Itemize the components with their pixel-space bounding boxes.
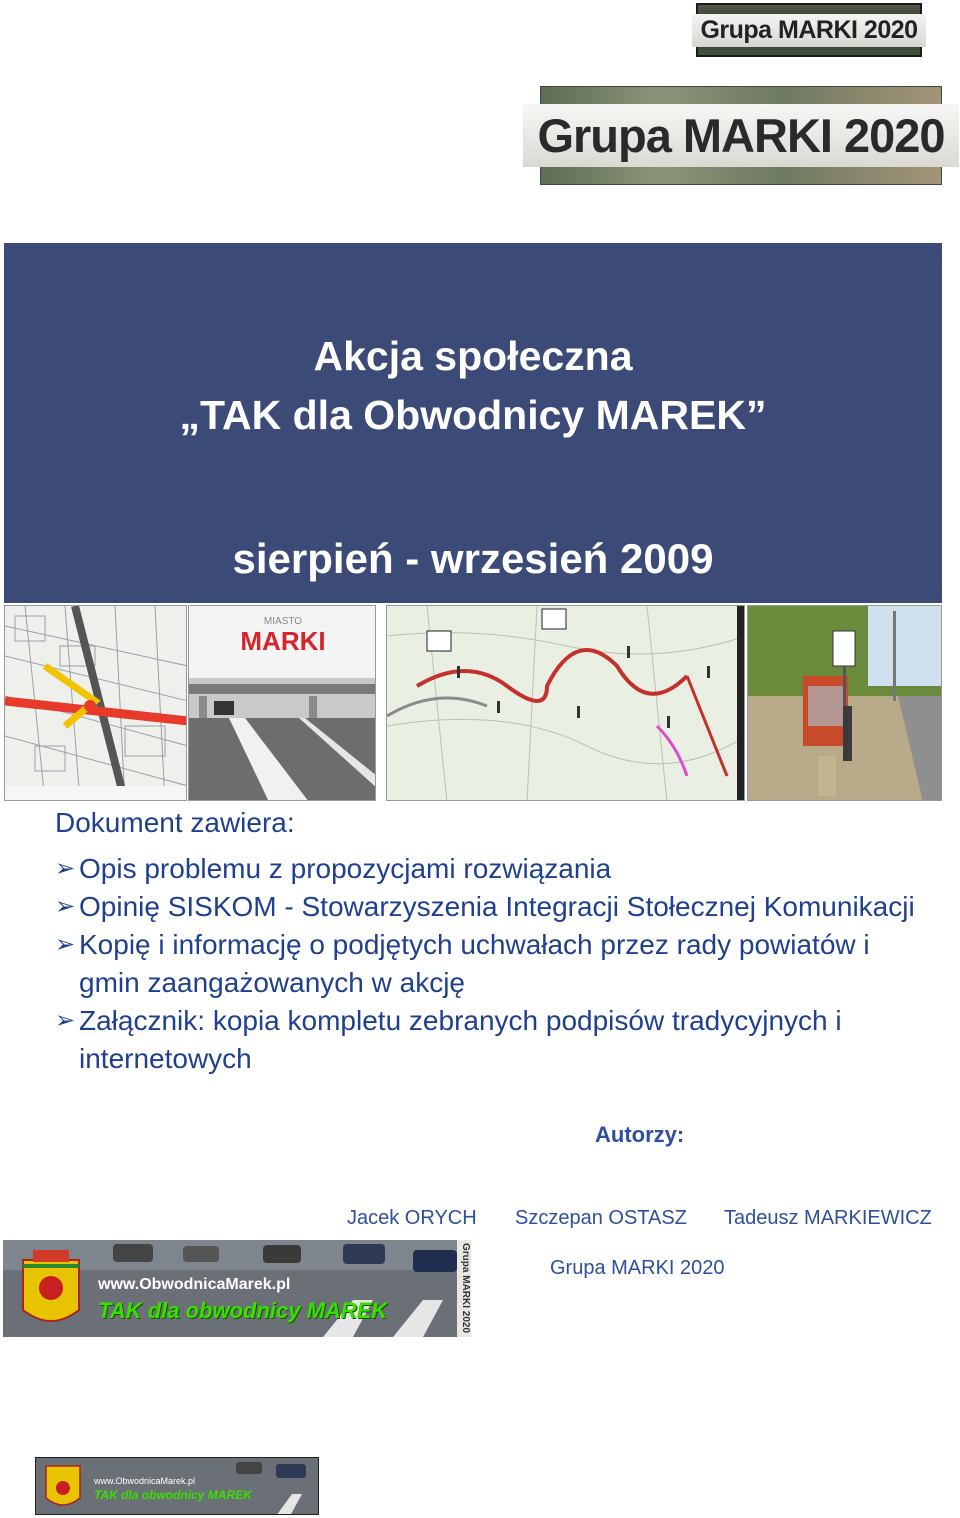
banner-slogan: TAK dla obwodnicy MAREK: [98, 1298, 388, 1323]
group-name: Grupa MARKI 2020: [550, 1257, 725, 1279]
banner-url: www.ObwodnicaMarek.pl: [98, 1276, 291, 1293]
author-name: Jacek ORYCH: [347, 1207, 477, 1229]
document-contents-list: [55, 850, 935, 1078]
banner-title: [4, 327, 942, 445]
list-item: ➢ Opinię SISKOM - Stowarzyszenia Integracji Stołecznej Komunikacji: [55, 888, 935, 926]
small-banner-slogan: TAK dla obwodnicy MAREK: [94, 1488, 252, 1502]
small-banner-url: www.ObwodnicaMarek.pl: [94, 1476, 196, 1486]
arrow-bullet-icon: ➢: [55, 893, 76, 920]
photo-bus-stop: [747, 605, 942, 801]
banner-title-line1: Akcja społeczna: [313, 333, 633, 379]
logo-large-text: Grupa MARKI 2020: [523, 104, 958, 167]
list-item: ➢ Załącznik: kopia kompletu zebranych podpisów tradycyjnych i internetowych: [55, 1002, 935, 1078]
banner-title-line2: „TAK dla Obwodnicy MAREK”: [179, 392, 767, 438]
logo-small-text: Grupa MARKI 2020: [692, 14, 925, 47]
photo-route-map: [386, 605, 745, 801]
list-item: ➢ Opis problemu z propozycjami rozwiązania: [55, 850, 935, 888]
list-item: ➢ Kopię i informację o podjętych uchwałach przez rady powiatów i gmin zaangażowanych w akcję: [55, 926, 935, 1002]
road-sign-small: MIASTO: [263, 616, 303, 627]
campaign-banner-small: [35, 1457, 319, 1515]
title-banner: [4, 243, 942, 603]
arrow-bullet-icon: ➢: [55, 931, 76, 958]
logo-grupa-marki-large: [537, 86, 945, 185]
photo-road-marki: [188, 605, 376, 801]
arrow-bullet-icon: ➢: [55, 1007, 76, 1034]
photo-map-junction: [4, 605, 187, 801]
document-heading: Dokument zawiera:: [55, 807, 295, 838]
campaign-banner: [3, 1240, 471, 1337]
authors-label: Autorzy:: [595, 1122, 685, 1147]
banner-side-text: Grupa MARKI 2020: [457, 1240, 471, 1337]
arrow-bullet-icon: ➢: [55, 855, 76, 882]
author-name: Tadeusz MARKIEWICZ: [724, 1207, 932, 1229]
banner-date: sierpień - wrzesień 2009: [232, 535, 714, 582]
author-name: Szczepan OSTASZ: [515, 1207, 687, 1229]
logo-grupa-marki-small: [696, 3, 922, 57]
road-sign-big: MARKI: [240, 626, 326, 656]
